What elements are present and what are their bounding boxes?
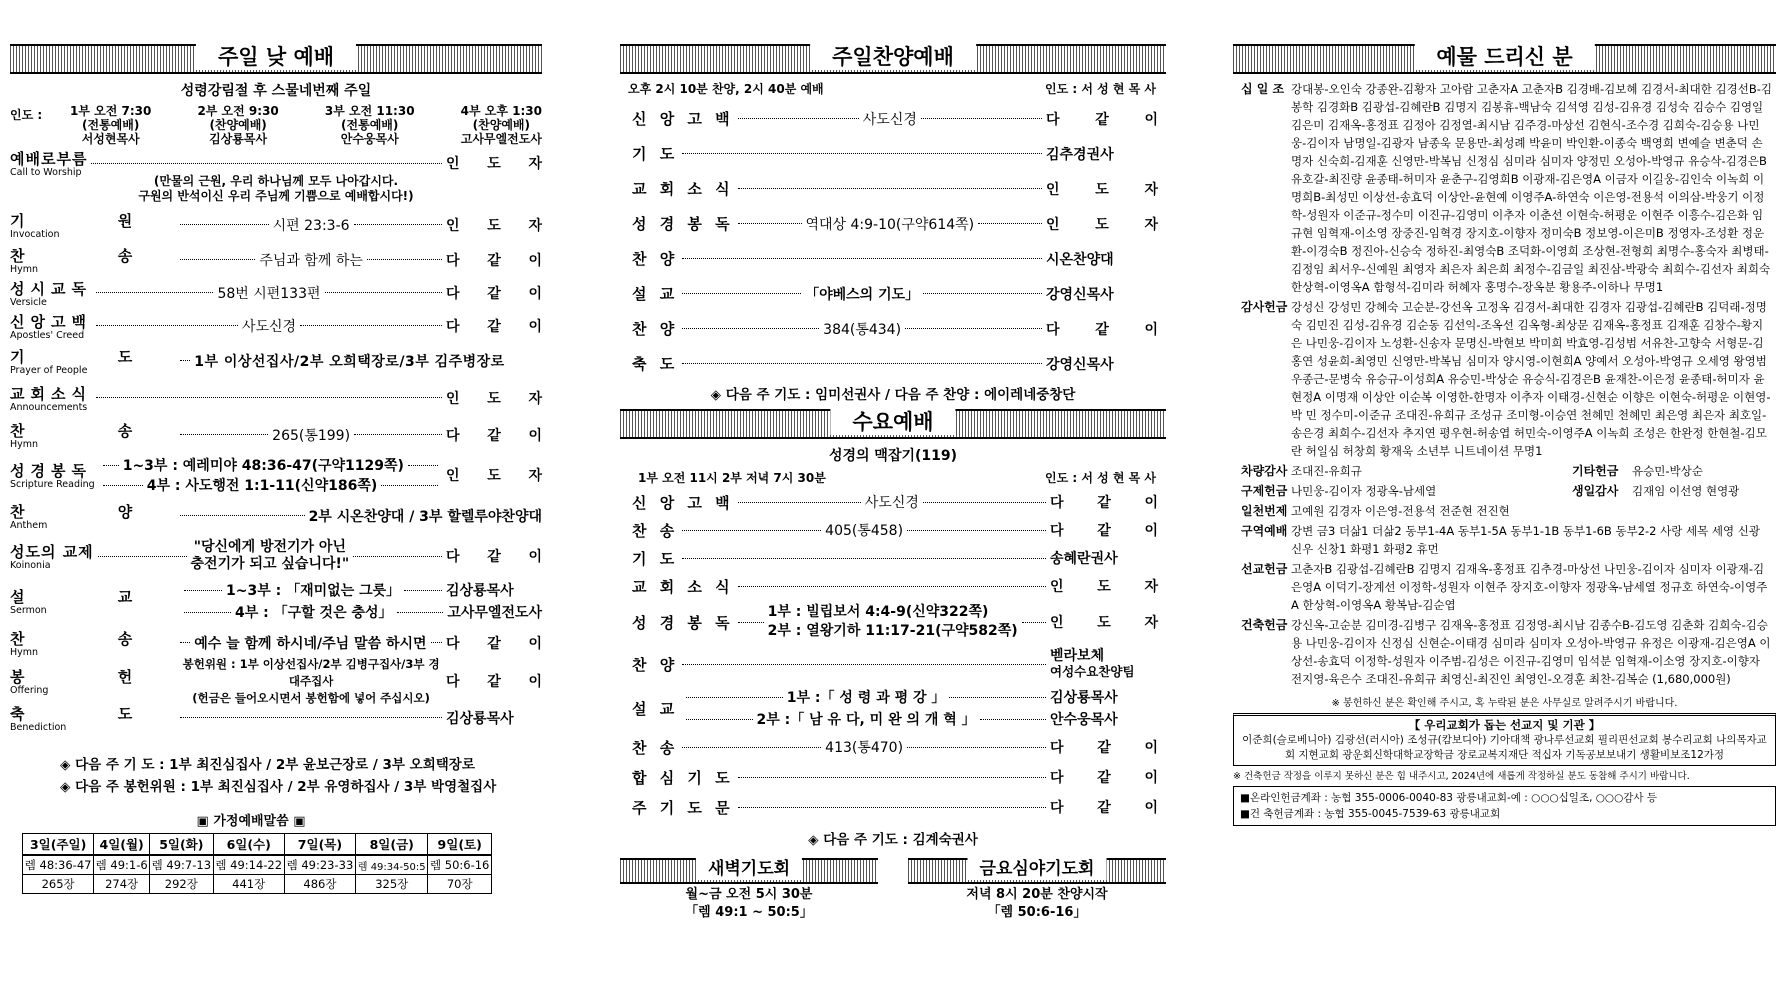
- family-hymn-row: 265장 274장 292장 441장 486장 325장 70장: [23, 875, 492, 894]
- wednesday-order: [620, 488, 1166, 822]
- praise-service-title: 주일찬양예배: [810, 44, 976, 70]
- offerings-header: [1233, 44, 1776, 74]
- wednesday-item: 신 앙 고 백 사도신경 다 같 이: [632, 493, 1158, 512]
- praise-info: 오후 2시 10분 찬양, 2시 40분 예배 인도 : 서 성 현 목 사: [628, 82, 1156, 96]
- offering-group-relief: 구제헌금 나민웅-김이자 정광옥-남세열 생일감사 김재임 이선영 현영광: [1241, 484, 1740, 498]
- sunday-service-column: [10, 44, 542, 894]
- offering-notice: ※ 봉헌하신 분은 확인해 주시고, 혹 누락된 분은 사무실로 알려주시기 바랍니다.: [1331, 698, 1678, 709]
- worship-item: 축 도 Benediction 김상룡목사: [10, 704, 514, 733]
- family-worship-title: ▣ 가정예배말씀 ▣: [196, 814, 306, 829]
- worship-item: 봉 헌 Offering 봉헌위원 : 1부 이상선집사/2부 김병구집사/3부 경대주집사 (헌금은 들어오시면서 봉헌함에 넣어 주십시오) 다 같 이: [10, 656, 542, 705]
- wednesday-item: 설 교 1부 :「 성 령 과 평 강 」 김상룡목사 2부 :「 남 유 다, 미 완 의 개 혁 」 안수웅목사: [632, 690, 1118, 728]
- offering-group-vehicle: 차량감사 조대진-유희규 기타헌금 유승민-박상순: [1241, 464, 1703, 478]
- worship-item: 신앙고백 Apostles' Creed 사도신경 다 같 이: [10, 312, 543, 341]
- leader-service-1: 1부 오전 7:30 (전통예배) 서성현목사: [70, 104, 152, 146]
- next-week-offering: ◈ 다음 주 봉헌위원 : 1부 최진심집사 / 2부 유영하집사 / 3부 박영철집사: [60, 779, 497, 795]
- leader-service-2: 2부 오전 9:30 (찬양예배) 김상룡목사: [197, 104, 279, 146]
- offering-group-thanks: 감사헌금 강성신 강성민 강혜숙 고순분-강선옥 고정옥 김경서-최대한 김경자 김광섭-김혜란B 김덕래-정명숙 김민진 김성-김유경 김순동 김선익-조옥선 김옥형-최상문 김재옥-홍정표 김재훈 김창수-황지은 나민웅-김이자 노성환-신송자 문명신-박현보 박미희 박효영-김성범 서유찬-고향숙 서형문-김홍연 성윤희-최영민 신영만-박복님 심미자 양시영-이현희A 양예서 오성아-박영규 오세영 왕영범 우종근-문병숙 유승규-이성희A 유승민-박상순 유승식-김경은B 윤재찬-이은정 윤종태-허미자 윤현정A 이명재 이상안 이순복 이영한-한명자 이추자 이태경-신현순 이향은 이현숙-허평운 이현영-박 민 정수미-이준규 조대진-유희규 조성규 조미형-이승연 천혜민 천혜민 최은영 최은자 최호일-송은경 최희수-김선자 추지연 평우현-허송엽 허민숙-이영주A 이녹희 조성은 한완정 한현철-김모란 허일심 허창희 황재욱 소년부 니트네이션 무명1: [1241, 300, 1771, 458]
- leaders-block: [10, 104, 542, 146]
- offering-group-building: 건축헌금 강신옥-고순분 김미경-김병구 김재옥-홍정표 김정영-최시남 김종수B-김도영 김춘화 김희숙-김승용 나민웅-김이자 신정심 신현순-이태경 심미라 심미자 오성아-박영규 유정은 이광재-김은영A 이상선-송효덕 이정학-성원자 이주범-김성은 이진규-김영미 임석분 임혁재-이소영 장지호-이향자 전지영-육은수 조대진-유희규 최영신-최진인 최영인-오경훈 최찬-김복순 (1,680,000원): [1241, 618, 1771, 686]
- sunday-subtitle: 성령강림절 후 스물네번째 주일: [180, 83, 372, 99]
- missions-list: 이준희(슬로베니아) 김광선(러시아) 조성규(캄보디아) 기아대책 광나루선교회 필리핀선교회 봉수리교회 나의목자교회 지현교회 광운회신학대학교장학금 장로교복지재단 적십자 기독공보보내기 생활비보조12가정: [1242, 734, 1767, 761]
- praise-item: 축 도 강영신목사: [632, 355, 1114, 373]
- offering-group-district: 구역예배 강변 금3 더삶1 더삶2 동부1-4A 동부1-5A 동부1-1B 동부1-6B 동부2-2 사랑 세목 세영 신광 신우 신창1 화평1 화평2 휴먼: [1241, 524, 1760, 556]
- family-ref-row: 렘 48:36-47 렘 49:1-6 렘 49:7-13 렘 49:14-22 렘 49:23-33 렘 49:34-50:5 렘 50:6-16: [23, 855, 492, 875]
- wednesday-item: 합 심 기 도 다 같 이: [632, 768, 1158, 787]
- worship-item: 성경봉독 Scripture Reading 1~3부 : 예레미야 48:36-47(구약1129쪽) 4부 : 사도행전 1:1-11(신약186쪽) 인 도 자: [10, 458, 542, 494]
- online-account: ■온라인헌금계좌 : 농협 355-0006-0040-83 광릉내교회-예 : ○○○십일조, ○○○감사 등: [1240, 792, 1658, 804]
- offering-group-tithe: 십 일 조 강대봉-오인숙 강종완-김황자 고아람 고춘자A 고춘자B 김경배-김보혜 김경서-최대한 김경선B-김봉학 김경화B 김광섭-김혜란B 김명지 김봉휴-백남숙 김석영 김성-김유경 김성숙 김승수 김영일 김은미 김재옥-홍정표 김정아 김정열-최시남 김주경-마상선 김현식-조수경 김희숙-김승용 나민웅-김이자 남명일-김광자 남종욱 문용만-최성례 박윤미 박인환-이종숙 백영희 변예슬 변춘덕 손명자 신숙희-김재훈 신영만-박복님 신정심 심미라 심미자 양정민 오성아-박영규 유승삭-김경은B 유호갈-최진량 윤종태-허미자 윤춘구-김영희B 이광재-김은영A 이금자 이길웅-김인숙 이녹희 이명희B-최성민 이상선-송효덕 이상안-윤현예 이영주A-하연숙 이은영-전용석 이의삼-박웅기 이정학-성원자 이준규-정수미 이진규-김영미 이추자 이춘선 이현숙-허평운 이현주 이흥수-김은화 임규현 임혁재-이소영 장중진-임혁경 장지호-이향자 정미숙B 정보영-이은미B 정영자-조성환 정운환-이경숙B 정진아-신승숙 정하진-최영숙B 조덕화-이영희 조상현-전형희 최명수-홍숙자 최병태-김정임 최서우-신예원 최영자 최은자 최은희 최정수-김금일 최진삼-박광숙 최희수-김선자 최희숙 한상혁-이영옥A 함형석-김미라 허혜자 홍명수-장옥분 황용주-이하나 무명1: [1241, 82, 1773, 294]
- missions-title: 【 우리교회가 돕는 선교지 및 기관 】: [1408, 718, 1601, 732]
- wednesday-item: 성 경 봉 독 1부 : 빌립보서 4:4-9(신약322쪽) 2부 : 열왕기하 11:17-21(구약582쪽) 인 도 자: [632, 604, 1158, 639]
- praise-item: 찬 양 시온찬양대: [632, 250, 1114, 268]
- leaders-label: 인도 :: [10, 108, 43, 122]
- building-note: ※ 건축헌금 작정을 이루지 못하신 분은 힘 내주시고, 2024년에 새롭게 작정하실 분도 동참해 주시기 바랍니다.: [1233, 771, 1690, 782]
- friday-prayer: 금요심야기도회 저녁 8시 20분 찬양시작 「렘 50:6-16」: [908, 858, 1166, 922]
- praise-service-column: [620, 44, 1166, 922]
- praise-item: 기 도 김추경권사: [632, 145, 1114, 163]
- prayer-meetings: [620, 858, 1166, 922]
- sunday-service-header: [10, 44, 542, 74]
- offering-list: [1233, 80, 1776, 688]
- wednesday-item: 주 기 도 문 다 같 이: [632, 798, 1158, 817]
- praise-service-header: [620, 44, 1166, 74]
- worship-item: 찬 송 Hymn 예수 늘 함께 하시네/주님 말씀 하시면 다 같 이: [10, 629, 542, 658]
- wednesday-item: 교 회 소 식 인 도 자: [632, 577, 1158, 596]
- worship-item: 기 원 Invocation 시편 23:3-6 인 도 자: [10, 211, 543, 240]
- offering-group-thousand: 일천번제 고예원 김경자 이은영-전용석 전준현 전진현: [1241, 504, 1510, 518]
- wednesday-info: 1부 오전 11시 2부 저녁 7시 30분 인도 : 서 성 현 목 사: [638, 471, 1156, 485]
- missions-box: [1233, 713, 1776, 766]
- praise-item: 성 경 봉 독 역대상 4:9-10(구약614쪽) 인 도 자: [632, 215, 1158, 233]
- worship-item: 찬 양 Anthem 2부 시온찬양대 / 3부 할렐루야찬양대: [10, 502, 542, 531]
- order-of-worship: [10, 150, 542, 734]
- worship-item: 예배로부름 Call to Worship 인 도 자: [10, 150, 542, 178]
- worship-item: 찬 송 Hymn 265(통199) 다 같 이: [10, 421, 543, 450]
- praise-order: [620, 101, 1166, 381]
- praise-item: 찬 양 384(통434) 다 같 이: [632, 320, 1159, 338]
- praise-next-week: ◈ 다음 주 기도 : 임미선권사 / 다음 주 찬양 : 에이레네중창단: [710, 387, 1076, 403]
- wednesday-subtitle: 성경의 맥잡기(119): [828, 448, 958, 464]
- dawn-prayer: 새벽기도회 월~금 오전 5시 30분 「렘 49:1 ~ 50:5」: [620, 858, 878, 922]
- wednesday-next-week: ◈ 다음 주 기도 : 김계숙권사: [808, 832, 978, 848]
- accounts-box: [1233, 786, 1776, 826]
- praise-item: 신 앙 고 백 사도신경 다 같 이: [632, 110, 1158, 128]
- worship-item: 찬 송 Hymn 주님과 함께 하는 다 같 이: [10, 246, 542, 275]
- worship-item: 교회소식 Announcements 인 도 자: [10, 384, 542, 413]
- worship-item: 성시교독 Versicle 58번 시편133편 다 같 이: [10, 279, 542, 308]
- worship-item: 설 교 Sermon 1~3부 : 「재미없는 그릇」 김상룡목사 4부 : 「구할 것은 충성」 고사무엘전도사: [10, 583, 543, 621]
- offerings-column: [1233, 44, 1776, 826]
- worship-item: 기 도 Prayer of People 1부 이상선집사/2부 오희택장로/3부 김주병장로: [10, 347, 505, 376]
- sunday-service-title: 주일 낮 예배: [196, 44, 356, 70]
- family-header-row: 3일(주일) 4일(월) 5일(화) 6일(수) 7일(목) 8일(금) 9일(토): [23, 834, 492, 856]
- building-account: ■건 축헌금계좌 : 농협 355-0045-7539-63 광릉내교회: [1240, 808, 1501, 820]
- leader-service-3: 3부 오전 11:30 (전통예배) 안수웅목사: [324, 104, 415, 146]
- offering-group-mission: 선교헌금 고춘자B 김광섭-김혜란B 김명지 김재옥-홍정표 김추경-마상선 나민웅-김이자 심미자 이광재-김은영A 이덕기-장계선 이정학-성원자 이현주 장지호-이향자 정광옥-남세열 정규호 하연숙-이영주A 한상혁-이영옥A 황복남-김순엽: [1241, 562, 1768, 612]
- family-worship-table: [22, 833, 492, 894]
- wednesday-title: 수요예배: [830, 409, 955, 435]
- leader-service-4: 4부 오후 1:30 (찬양예배) 고사무엘전도사: [460, 104, 542, 146]
- praise-item: 교 회 소 식 인 도 자: [632, 180, 1158, 198]
- wednesday-item: 기 도 송혜란권사: [632, 549, 1118, 568]
- wednesday-item: 찬 양 벧라보체 여성수요찬양팀: [632, 648, 1135, 679]
- wednesday-item: 찬 송 413(통470) 다 같 이: [632, 738, 1159, 757]
- call-note: (만물의 근원, 우리 하나님께 모두 나아갑시다. 구원의 반석이신 우리 주님께 기쁨으로 예배합시다!): [138, 174, 414, 203]
- next-week-block: [10, 754, 542, 798]
- offerings-title: 예물 드리신 분: [1414, 44, 1594, 70]
- wednesday-header: [620, 409, 1166, 439]
- worship-item: 성도의 교제 Koinonia "당신에게 방전기가 아닌 충전기가 되고 싶습니다!" 다 같 이: [10, 539, 543, 572]
- praise-item: 설 교 「야베스의 기도」 강영신목사: [632, 285, 1114, 303]
- next-week-prayer: ◈ 다음 주 기 도 : 1부 최진심집사 / 2부 윤보근장로 / 3부 오희택장로: [60, 757, 475, 773]
- wednesday-item: 찬 송 405(통458) 다 같 이: [632, 521, 1159, 540]
